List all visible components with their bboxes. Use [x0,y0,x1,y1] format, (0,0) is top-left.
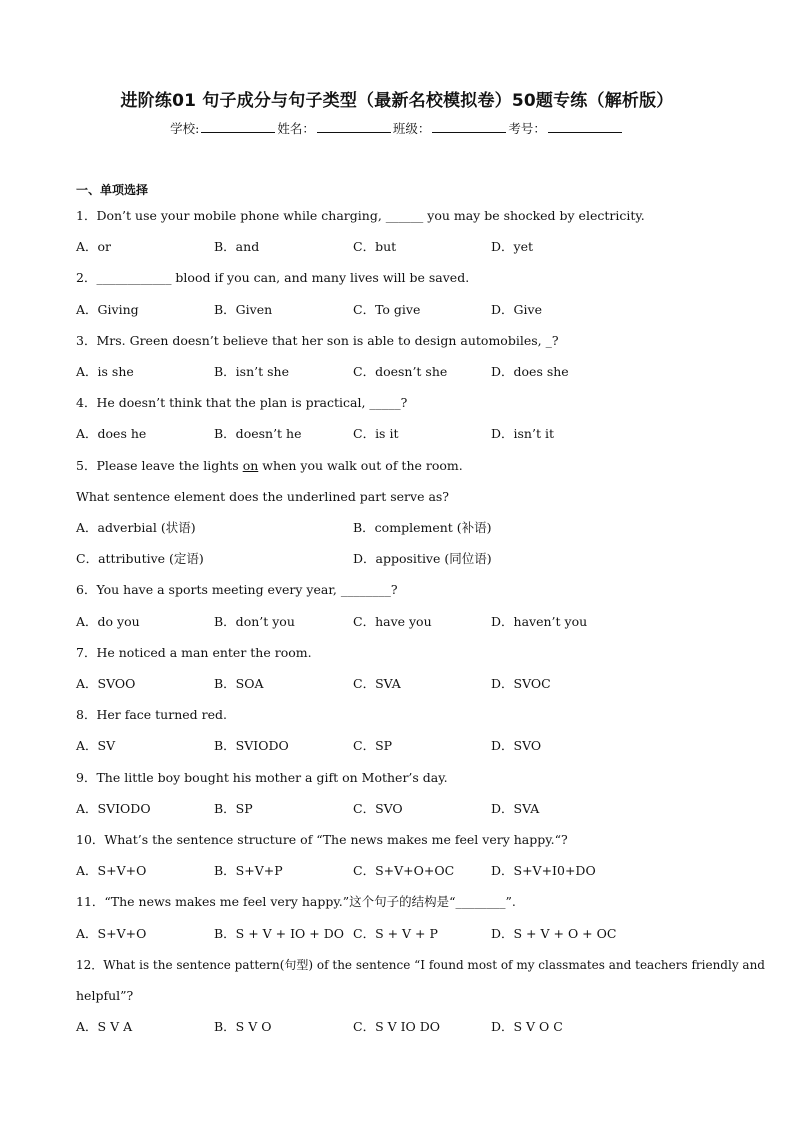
q7-option-a: A．SVOO [76,676,136,691]
q11-option-a: A．S+V+O [76,926,147,941]
q4-option-a: A．does he [76,426,147,441]
q10-option-b: B．S+V+P [214,863,283,878]
q8-option-c: C．SP [353,738,393,753]
q12-option-b: B．S V O [214,1019,272,1034]
q11-option-b: B．S + V + IO + DO [214,926,344,941]
q7-option-d: D．SVOC [491,676,551,691]
q4-option-d: D．isn’t it [491,426,554,441]
question-4-stem: 4．He doesn’t think that the plan is practical, _____? [76,395,408,410]
q2-option-b: B．Given [214,302,273,317]
question-6-stem: 6．You have a sports meeting every year, ________? [76,582,398,597]
q12-option-c: C．S V IO DO [353,1019,441,1034]
section-heading: 一、单项选择 [76,183,149,197]
school-label: 学校: [170,121,200,136]
q7-option-c: C．SVA [353,676,401,691]
q5-option-a: A．adverbial (状语) [76,520,196,535]
q2-option-a: A．Giving [76,302,139,317]
q9-option-b: B．SP [214,801,253,816]
question-7-stem: 7．He noticed a man enter the room. [76,645,312,660]
question-3-stem: 3．Mrs. Green doesn’t believe that her son is able to design automobiles, _? [76,333,559,348]
question-1-stem: 1．Don’t use your mobile phone while charging, ______ you may be shocked by electricity. [76,208,645,223]
question-10-stem: 10．What’s the sentence structure of “The news makes me feel very happy.“? [76,832,568,847]
q1-option-c: C．but [353,239,397,254]
q7-option-b: B．SOA [214,676,264,691]
q8-option-d: D．SVO [491,738,542,753]
q5-option-b: B．complement (补语) [353,520,492,535]
q5-underlined-word: on [242,458,259,473]
number-blank [548,120,622,133]
q4-option-c: C．is it [353,426,399,441]
q9-option-c: C．SVO [353,801,403,816]
q12-option-d: D．S V O C [491,1019,563,1034]
q6-option-d: D．haven’t you [491,614,588,629]
question-9-stem: 9．The little boy bought his mother a gift on Mother’s day. [76,770,448,785]
q4-option-b: B．doesn’t he [214,426,302,441]
q9-option-d: D．SVA [491,801,540,816]
q6-option-a: A．do you [76,614,140,629]
q8-option-b: B．SVIODO [214,738,289,753]
q5-stem-post: when you walk out of the room. [258,458,463,473]
question-11-stem: 11．“The news makes me feel very happy.”这个句子的结构是“________”. [76,894,516,909]
question-12-stem-continued: helpful”? [76,988,134,1003]
q3-option-a: A．is she [76,364,134,379]
q5-option-c: C．attributive (定语) [76,551,204,566]
question-5-subquestion: What sentence element does the underlined part serve as? [76,489,450,504]
class-label: 班级： [392,121,431,136]
school-blank [201,120,275,133]
question-8-stem: 8．Her face turned red. [76,707,227,722]
question-12-stem: 12．What is the sentence pattern(句型) of the sentence “I found most of my classmates and teachers friendly and [76,958,765,972]
q5-option-d: D．appositive (同位语) [353,551,492,566]
q11-option-d: D．S + V + O + OC [491,926,617,941]
q10-option-a: A．S+V+O [76,863,147,878]
question-5-stem [76,457,463,475]
q1-option-a: A．or [76,239,112,254]
class-blank [432,120,506,133]
name-label: 姓名： [277,121,315,136]
q10-option-d: D．S+V+I0+DO [491,863,596,878]
q2-option-d: D．Give [491,302,542,317]
page-title: 进阶练01 句子成分与句子类型（最新名校模拟卷）50题专练（解析版） [120,91,674,111]
q6-option-b: B．don’t you [214,614,295,629]
q6-option-c: C．have you [353,614,432,629]
q1-option-b: B．and [214,239,260,254]
name-blank [317,120,391,133]
q5-stem-pre: 5．Please leave the lights [76,458,243,473]
question-2-stem: 2．____________ blood if you can, and many lives will be saved. [76,270,470,285]
q11-option-c: C．S + V + P [353,926,438,941]
q2-option-c: C．To give [353,302,421,317]
q9-option-a: A．SVIODO [76,801,151,816]
q8-option-a: A．SV [76,738,116,753]
q10-option-c: C．S+V+O+OC [353,863,455,878]
number-label: 考号： [508,121,546,136]
q1-option-d: D．yet [491,239,534,254]
student-info-line [0,119,794,137]
q3-option-b: B．isn’t she [214,364,289,379]
q3-option-d: D．does she [491,364,569,379]
q3-option-c: C．doesn’t she [353,364,448,379]
q12-option-a: A．S V A [76,1019,133,1034]
